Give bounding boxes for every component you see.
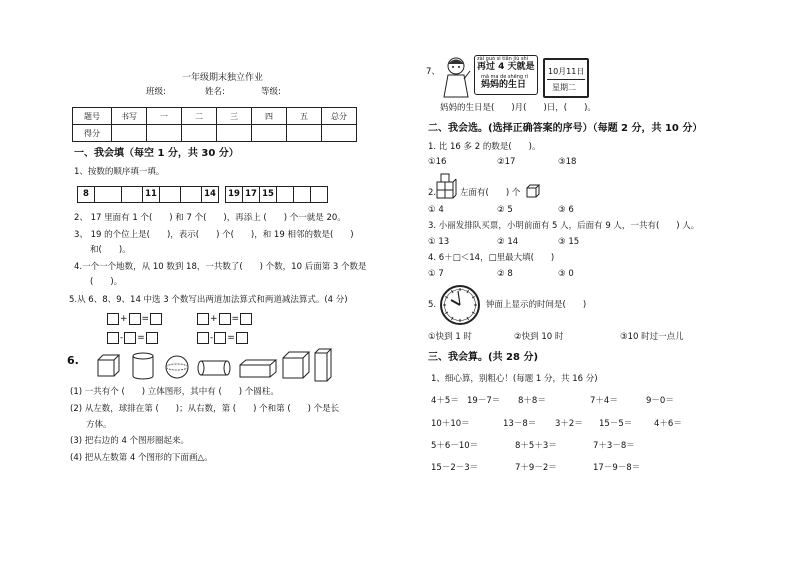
calc-item[interactable]: 17－9－8＝ (593, 463, 641, 473)
s2-q4-option-1[interactable]: ① 7 (428, 269, 444, 279)
sequence-cell[interactable]: 14 (201, 186, 219, 203)
addition-equation-2[interactable]: + = (196, 313, 253, 325)
s2-q5-text: 钟面上显示的时间是( ) (486, 300, 587, 310)
sequence-cell[interactable]: 11 (142, 186, 160, 203)
s2-q4-option-2[interactable]: ② 8 (497, 269, 513, 279)
s1-q6-1-text: (1) 一共有个 ( ) 立体图形，其中有 ( ) 个圆柱。 (70, 387, 279, 397)
s3-sub-heading: 1、细心算，别粗心！(每题 1 分，共 16 分) (431, 374, 598, 384)
section1-heading: 一、我会填（每空 1 分，共 30 分） (74, 148, 239, 159)
sequence-cell[interactable]: 8 (77, 186, 95, 203)
section3-heading: 三、我会算。(共 28 分) (428, 352, 539, 363)
s2-q3-option-2[interactable]: ② 14 (497, 237, 519, 247)
sequence-cell[interactable] (121, 186, 143, 203)
score-table-header-row (73, 108, 357, 125)
score-row-label: 得分 (73, 125, 112, 142)
score-header-cell: 总分 (322, 108, 357, 125)
calc-item[interactable]: 7＋4＝ (590, 396, 618, 406)
sequence-cell[interactable]: 19 (225, 186, 243, 203)
section2-heading: 二、我会选。(选择正确答案的序号）（每题 2 分，共 10 分） (428, 123, 703, 134)
score-cell[interactable] (147, 125, 182, 142)
s2-q5-number: 5. (428, 300, 437, 310)
s1-q4-text: 4.一个一个地数，从 10 数到 18，一共数了( ) 个数，10 后面第 3 个数是 (74, 262, 367, 272)
sequence-cell[interactable] (180, 186, 202, 203)
calc-item[interactable]: 9－0＝ (646, 396, 674, 406)
score-table-row (73, 125, 357, 142)
calc-item[interactable]: 10＋10＝ (431, 419, 470, 429)
s1-q6-number: 6. (67, 354, 79, 367)
score-cell[interactable] (112, 125, 147, 142)
sequence-cell[interactable] (310, 186, 328, 203)
calc-item[interactable]: 15－5＝ (599, 419, 633, 429)
score-cell[interactable] (182, 125, 217, 142)
s2-q4-option-3[interactable]: ③ 0 (558, 269, 574, 279)
score-header-cell: 二 (182, 108, 217, 125)
sequence-cell[interactable] (293, 186, 311, 203)
page-title: 一年级期末独立作业 (182, 73, 264, 83)
s1-q3-text-cont: 和( )。 (90, 245, 131, 255)
calc-item[interactable]: 8＋5＋3＝ (515, 441, 557, 451)
s2-q4-text: 4. 6＋□＜14，□里最大填( ) (428, 253, 555, 263)
class-label: 班级: (146, 87, 166, 97)
s2-q5-option-3[interactable]: ③10 时过一点儿 (620, 332, 684, 342)
s2-q3-option-1[interactable]: ① 13 (428, 237, 450, 247)
q7-number: 7、 (426, 67, 440, 77)
calc-item[interactable]: 4＋5＝ (431, 396, 459, 406)
s1-q4-text-cont: ( )。 (90, 277, 123, 287)
score-header-cell: 五 (287, 108, 322, 125)
s1-q6-4-text: (4) 把从左数第 4 个图形的下面画△。 (70, 453, 213, 463)
calc-item[interactable]: 15－2－3＝ (431, 463, 479, 473)
sequence-cell[interactable] (159, 186, 181, 203)
s1-q1-text: 1、按数的顺序填一填。 (74, 167, 165, 177)
stacked-cubes-icon (436, 172, 458, 200)
bubble-pinyin-1: zài guò sì tiān jiù shì (477, 56, 529, 62)
cuboid-flat-icon (240, 360, 276, 377)
s2-q2-text: 左面有( ) 个 (460, 188, 521, 198)
s1-q6-2-text-cont: 方体。 (86, 420, 112, 430)
s2-q3-text: 3. 小丽发排队买票，小明前面有 5 人，后面有 9 人，一共有( ) 人。 (428, 221, 700, 231)
s1-q6-3-text: (3) 把右边的 4 个图形圈起来。 (70, 436, 190, 446)
score-cell[interactable] (322, 125, 357, 142)
s2-q1-text: 1. 比 16 多 2 的数是( )。 (428, 142, 541, 152)
calc-item[interactable]: 19－7＝ (467, 396, 501, 406)
s1-q2-text: 2、 17 里面有 1 个( ) 和 7 个( )，再添上 ( ) 个一就是 20。 (74, 213, 346, 223)
grade-label: 等级: (261, 87, 281, 97)
score-cell[interactable] (287, 125, 322, 142)
score-header-cell: 一 (147, 108, 182, 125)
calc-item[interactable]: 7＋3－8＝ (593, 441, 635, 451)
cube-icon (98, 355, 119, 376)
s2-q5-option-1[interactable]: ①快到 1 时 (428, 332, 472, 342)
q7-answer-text: 妈妈的生日是( )月( )日，( )。 (440, 103, 596, 113)
subtraction-equation-2[interactable]: - = (196, 332, 249, 344)
s1-q3-text: 3、 19 的个位上是( )，表示( ) 个( )，和 19 相邻的数是( ) (74, 230, 354, 240)
bubble-pinyin-2: mā ma de shēng rì (481, 74, 529, 80)
s2-q3-option-3[interactable]: ③ 15 (558, 237, 580, 247)
sphere-icon (166, 356, 188, 378)
bubble-line-1: 再过 4 天就是 (477, 62, 535, 72)
subtraction-equation-1[interactable]: - = (106, 332, 159, 344)
calendar-date: 10月11日 (548, 67, 585, 76)
name-label: 姓名: (205, 87, 225, 97)
s2-q2-number: 2. (428, 188, 437, 198)
cylinder-icon (133, 353, 153, 379)
sequence-cell[interactable]: 15 (259, 186, 277, 203)
number-sequence-1 (78, 186, 219, 203)
cylinder-horizontal-icon (198, 361, 230, 375)
calendar-weekday: 星期二 (552, 83, 576, 92)
girl-illustration (440, 55, 472, 99)
calc-item[interactable]: 8＋8＝ (518, 396, 546, 406)
calc-item[interactable]: 3＋2＝ (555, 419, 583, 429)
bubble-line-2: 妈妈的生日 (481, 80, 527, 90)
score-header-cell: 四 (252, 108, 287, 125)
number-sequence-2 (226, 186, 328, 203)
sequence-cell[interactable] (276, 186, 294, 203)
s2-q2-option-2[interactable]: ② 5 (497, 205, 513, 215)
score-cell[interactable] (252, 125, 287, 142)
solid-shapes-row (95, 348, 335, 383)
large-cube-icon (283, 352, 309, 378)
clock-icon (438, 283, 482, 327)
s1-q6-2-text: (2) 从左数，球排在第 ( )；从右数，第 ( ) 个和第 ( ) 个是长 (70, 404, 340, 414)
s2-q5-option-2[interactable]: ②快到 10 时 (514, 332, 564, 342)
addition-equation-1[interactable]: + = (106, 313, 163, 325)
calendar (543, 58, 589, 98)
s1-q5-text: 5.从 6、8、9、14 中选 3 个数写出两道加法算式和两道减法算式。(4 分) (69, 295, 348, 305)
score-header-cell: 书写 (112, 108, 147, 125)
score-cell[interactable] (217, 125, 252, 142)
sequence-cell[interactable] (94, 186, 122, 203)
s2-q1-option-3[interactable]: ③18 (558, 157, 577, 167)
s2-q2-option-1[interactable]: ① 4 (428, 205, 444, 215)
calc-item[interactable]: 7＋9－2＝ (515, 463, 557, 473)
cube-icon (526, 184, 540, 198)
tall-cuboid-icon (315, 349, 331, 381)
score-header-cell: 题号 (73, 108, 112, 125)
calc-item[interactable]: 13－8＝ (503, 419, 537, 429)
sequence-cell[interactable]: 17 (242, 186, 260, 203)
s2-q1-option-1[interactable]: ①16 (428, 157, 447, 167)
speech-bubble (474, 55, 538, 95)
s2-q2-option-3[interactable]: ③ 6 (558, 205, 574, 215)
score-header-cell: 三 (217, 108, 252, 125)
calc-item[interactable]: 4＋6＝ (654, 419, 682, 429)
s2-q1-option-2[interactable]: ②17 (497, 157, 516, 167)
score-table (72, 107, 357, 142)
calc-item[interactable]: 5＋6－10＝ (431, 441, 479, 451)
